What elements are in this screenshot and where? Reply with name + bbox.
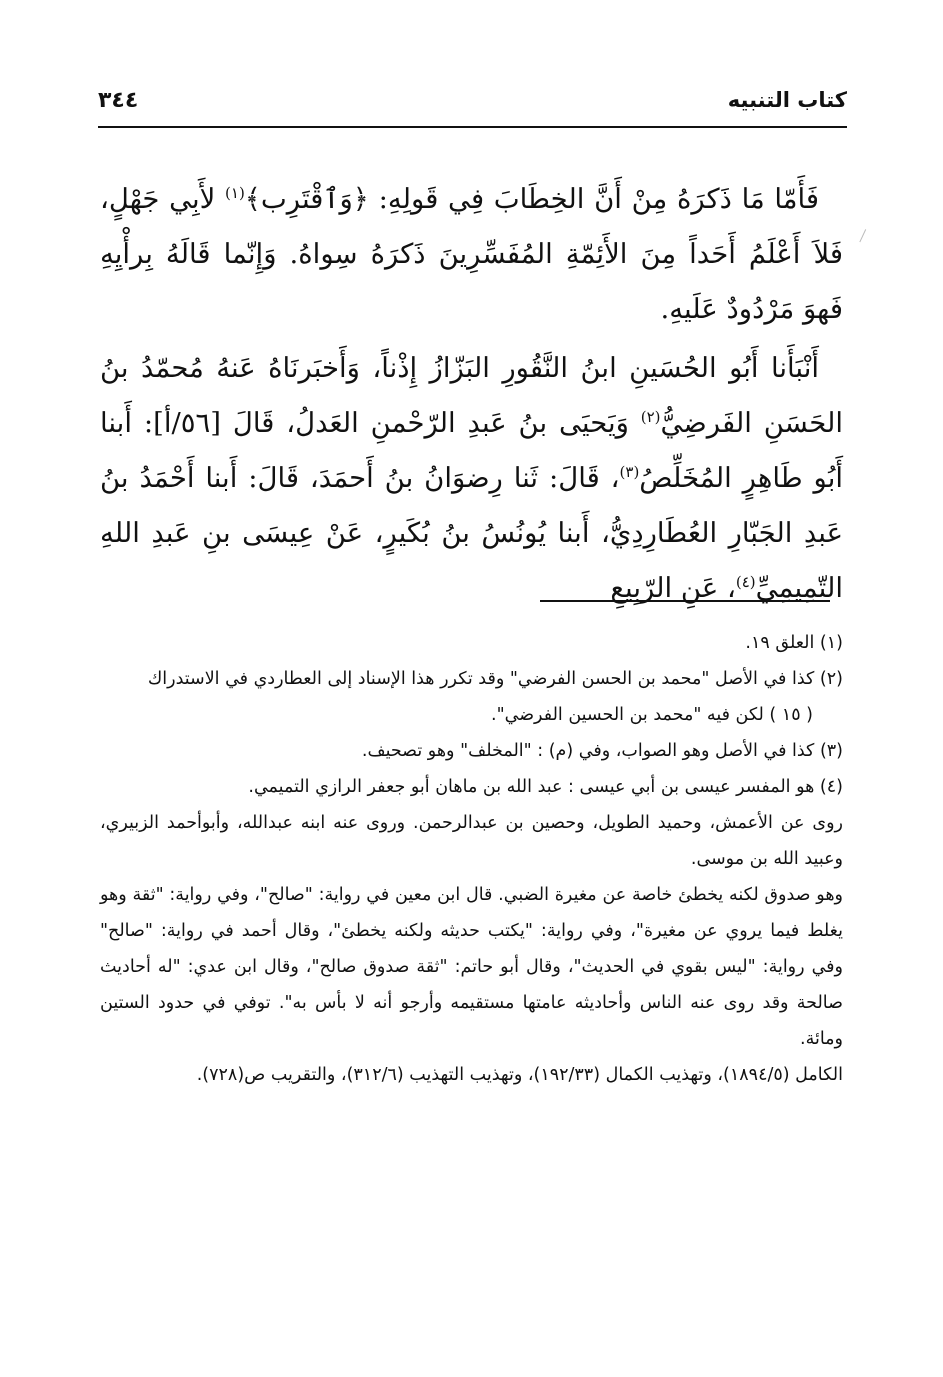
running-header [98,86,847,128]
book-title: كتاب التنبيه [727,88,847,112]
footnote-ref-3: (٣) [619,462,640,481]
footnote-4: (٤) هو المفسر عيسى بن أبي عيسى : عبد الله بن ماهان أبو جعفر الرازي التميمي. [248,777,843,797]
footnote-4-narrators: روى عن الأعمش، وحميد الطويل، وحصين بن عبدالرحمن. وروى عنه ابنه عبدالله، وأبوأحمد الزبيري، وعبيد الله بن موسى. [100,813,843,869]
paragraph-2-text-d: ، عَنِ الرّبِيعِ [610,572,736,604]
margin-mark [859,229,871,245]
paragraph-1 [100,172,843,337]
footnote-3: (٣) كذا في الأصل وهو الصواب، وفي (م) : "المخلف" وهو تصحيف. [361,741,843,761]
page-number: ٣٤٤ [98,88,139,113]
footnote-1: (١) العلق ١٩. [745,633,843,653]
paragraph-2 [100,341,843,616]
footnote-separator [540,600,830,602]
footnotes [100,625,843,1093]
footnote-2: (٢) كذا في الأصل "محمد بن الحسن الفرضي" وقد تكرر هذا الإسناد إلى العطاردي في الاستدراك [147,669,843,689]
paragraph-2-text-a: أَنْبَأَنا أَبُو الحُسَينِ ابنُ النَّقُورِ البَزّازُ إِذْناً، وَأَخبَرنَاهُ عَنهُ مُحمّدُ بنُ الحَسَنِ الفَرضِيُّ [100,352,843,439]
paragraph-2-text-b: وَيَحيَى بنُ عَبدِ الرّحْمنِ العَدلُ، قَالَ [٥٦/أ]: أَبنا أَبُو طَاهِرٍ المُخَلِّصُ [100,407,844,494]
footnote-ref-2: (٢) [640,407,661,426]
footnote-ref-4: (٤) [735,572,756,591]
footnote-ref-1: (١) [225,183,245,202]
paragraph-1-text-b: لأَبِي جَهْلٍ، فَلاَ أَعْلَمُ أَحَداً مِنَ الأَئِمّةِ المُفَسِّرِينَ ذَكرَهُ سِواهُ. وَإِنّما قَالَهُ بِرأْيِهِ فَهوَ مَرْدُودٌ عَلَيهِ. [100,183,843,325]
paragraph-1-text-a: فَأَمّا مَا ذَكرَهُ مِنْ أَنَّ الخِطَابَ فِي قَولِهِ: ﴿وَٱقْتَرِب﴾ [244,183,819,215]
footnote-2-continued: ( ١٥ ) لكن فيه "محمد بن الحسين الفرضي". [491,705,813,725]
paragraph-2-text-c: ، قَالَ: ثَنا رِضوَانُ بنُ أَحمَدَ، قَالَ: أَبنا أَحْمَدُ بنُ عَبدِ الجَبّارِ العُطَارِدِيُّ، أَبنا يُونُسُ بنُ بُكَيرٍ، عَنْ عِيسَى بنِ عَبدِ اللهِ التّمِيمِيِّ [100,462,843,604]
footnote-4-sources: الكامل (١٨٩٤/٥)، وتهذيب الكمال (١٩٢/٣٣)، وتهذيب التهذيب (٣١٢/٦)، والتقريب ص(٧٢٨). [196,1065,843,1085]
main-text [100,172,843,616]
footnote-4-grading: وهو صدوق لكنه يخطئ خاصة عن مغيرة الضبي. قال ابن معين في رواية: "صالح"، وفي رواية: "ثقة وهو يغلط فيما يروي عن مغيرة"، وفي رواية: "يكتب حديثه ولكنه يخطئ"، وقال أحمد في رواية: "صالح" وفي رواية: "ليس بقوي في الحديث"، وقال أبو حاتم: "ثقة صدوق صالح"، وقال ابن عدي: "له أحاديث صالحة وقد روى عنه الناس وأحاديثه عامتها مستقيمه وأرجو أنه لا بأس به". توفي في حدود الستين ومائة. [100,885,843,1049]
